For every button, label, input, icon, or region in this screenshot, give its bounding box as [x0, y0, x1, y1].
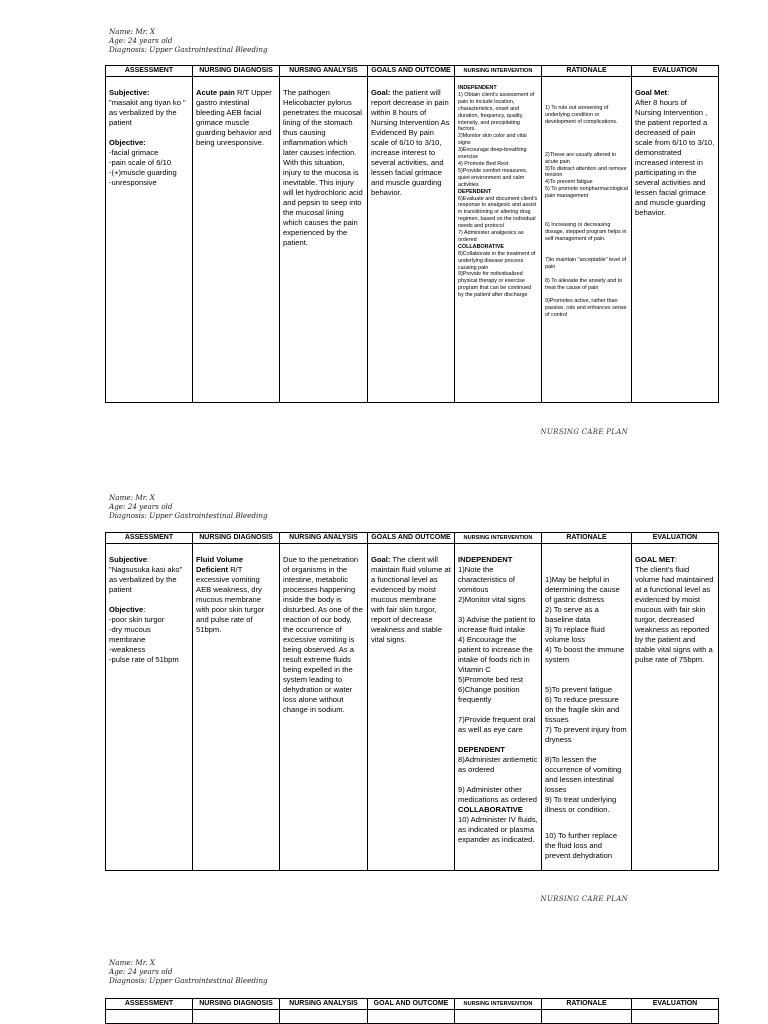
assessment-cell — [106, 77, 193, 403]
patient-name: Name: Mr. X — [109, 27, 156, 36]
patient-header-1 — [109, 27, 268, 54]
patient-name: Name: Mr. X — [109, 958, 156, 967]
analysis-cell — [280, 77, 368, 403]
col-nursing-analysis: NURSING ANALYSIS — [280, 66, 368, 77]
goal-cell — [368, 77, 455, 403]
col-evaluation: EVALUATION — [632, 66, 719, 77]
intervention-item: 7)Provide frequent oral as well as eye care — [458, 715, 536, 734]
col-goals-outcome: GOALS AND OUTCOME — [368, 66, 455, 77]
objective-label: Objective: — [109, 138, 146, 147]
rationale-item: 5)To prevent fatigue — [545, 685, 613, 694]
evaluation-label: GOAL MET — [635, 555, 675, 564]
dependent-label: DEPENDENT — [458, 745, 505, 754]
objective-item: -poor skin turgor — [109, 615, 165, 624]
patient-diagnosis: Diagnosis: Upper Gastrointestinal Bleeding — [109, 511, 268, 520]
goal-label: Goal: — [371, 555, 391, 564]
intervention-cell — [455, 77, 542, 403]
patient-diagnosis: Diagnosis: Upper Gastrointestinal Bleeding — [109, 976, 268, 985]
objective-item: -pulse rate of 51bpm — [109, 655, 179, 664]
col-assessment: ASSESSMENT — [106, 999, 193, 1010]
rationale-item: 10) To further replace the fluid loss and prevent dehydration — [545, 831, 618, 860]
intervention-item: 1)Note the characteristics of vomitous — [458, 565, 515, 594]
intervention-item: 8)Collaborate in the treatment of underlying disease process causing pain — [458, 250, 536, 271]
patient-name: Name: Mr. X — [109, 493, 156, 502]
goal-text: The client will maintain fluid volume at a functional level as evidenced by moist mucous membrane with fair skin turgor, report of decrease weakness and stable vital signs. — [371, 555, 451, 644]
rationale-item: 9) To treat underlying illness or condition. — [545, 795, 617, 814]
goal-cell — [368, 544, 455, 871]
evaluation-text: : The client's fluid volume had maintained at a functional level as evidenced by moist mucous with fair skin turgor, decreased weakness as reported by the patient and stable vital signs with a pulse rate of 75bpm. — [635, 555, 714, 664]
intervention-item: 4) Encourage the patient to increase the intake of foods rich in Vitamin C — [458, 635, 533, 674]
analysis-text: The pathogen Helicobacter pylorus penetrates the mucosal lining of the stomach thus causing inflammation which later causes infection. With this situation, injury to the mucosa is inevitable. This injury will let hydrochloric acid and pepsin to seep into the mucosal lining which causes the pain experienced by the patient. — [283, 88, 363, 247]
evaluation-text: : After 8 hours of Nursing Intervention , the patient reported a decreased of pain scale from 6/10 to 3/10, demonstrated increased interest in participating in the several activities and lessen facial grimace and muscle guarding behavior. — [635, 88, 715, 217]
col-evaluation: EVALUATION — [632, 533, 719, 544]
objective-item: -(+)muscle guarding — [109, 168, 177, 177]
evaluation-cell — [632, 544, 719, 871]
objective-item: -weakness — [109, 645, 146, 654]
col-goals-outcome: GOALS AND OUTCOME — [368, 533, 455, 544]
rationale-cell — [542, 77, 632, 403]
rationale-item: 3)To distract attention and remove tension — [545, 165, 627, 179]
col-nursing-intervention: NURSING INTERVENTION — [455, 66, 542, 77]
diagnosis-bold: Fluid Volume Deficient — [196, 555, 244, 574]
goal-text: the patient will report decrease in pain within 8 hours of Nursing Intervention As Evidenced By pain scale of 6/10 to 3/10, increase interest to several activities, and lessen facial grimace and muscle guarding behavior. — [371, 88, 450, 197]
rationale-item: 1)May be helpful in determining the cause of gastric distress — [545, 575, 620, 604]
objective-label: Objective — [109, 605, 144, 614]
objective-item: -facial grimace — [109, 148, 159, 157]
col-nursing-diagnosis: NURSING DIAGNOSIS — [193, 66, 280, 77]
subjective-text: "masakit ang tiyan ko " as verbalized by the patient — [109, 98, 186, 127]
rationale-cell — [542, 544, 632, 871]
rationale-item: 6) To reduce pressure on the fragile skin and tissues — [545, 695, 620, 724]
intervention-item: 3)Encourage deep-breathing exercise — [458, 147, 527, 161]
intervention-item: 9) Administer other medications as ordered — [458, 785, 537, 804]
care-plan-table-2 — [105, 532, 719, 871]
goal-label: Goal: — [371, 88, 391, 97]
table-row — [106, 1010, 719, 1024]
patient-header-2 — [109, 493, 268, 520]
table-row — [106, 77, 719, 403]
rationale-item: 8) To alleviate the anxiety and to treat the cause of pain — [545, 277, 623, 291]
patient-age: Age: 24 years old — [109, 967, 173, 976]
patient-age: Age: 24 years old — [109, 502, 173, 511]
rationale-item: 6) Increasing or decreasing dosage, stepped program helps in self management of pain. — [545, 222, 627, 242]
col-nursing-diagnosis: NURSING DIAGNOSIS — [193, 533, 280, 544]
col-evaluation: EVALUATION — [632, 999, 719, 1010]
intervention-item: 10) Administer IV fluids, as indicated or plasma expander as indicated. — [458, 815, 538, 844]
diagnosis-cell — [193, 544, 280, 871]
intervention-item: 2)Monitor vital signs — [458, 595, 526, 604]
intervention-item: 9)Provide for individualized physical therapy or exercise program that can be continued by the patient after discharge — [458, 271, 532, 299]
col-assessment: ASSESSMENT — [106, 533, 193, 544]
patient-age: Age: 24 years old — [109, 36, 173, 45]
collaborative-label: COLLABORATIVE — [458, 805, 523, 814]
col-rationale: RATIONALE — [542, 999, 632, 1010]
patient-header-3 — [109, 958, 268, 985]
col-rationale: RATIONALE — [542, 66, 632, 77]
col-nursing-analysis: NURSING ANALYSIS — [280, 533, 368, 544]
rationale-item: 3) To replace fluid volume loss — [545, 625, 605, 644]
rationale-item: 4)To prevent fatigue — [545, 179, 593, 186]
intervention-item: 5)Promote bed rest — [458, 675, 523, 684]
rationale-item: 7) To prevent injury from dryness — [545, 725, 627, 744]
rationale-item: 7)to maintain "acceptable" level of pain — [545, 256, 627, 270]
dependent-label: DEPENDENT — [458, 188, 492, 195]
rationale-item: 9)Promotes active, rather than passive, role and enhances sense of control — [545, 298, 627, 319]
intervention-item: 4) Promote Bed Rest — [458, 160, 509, 167]
objective-item: -pain scale of 6/10 — [109, 158, 172, 167]
intervention-item: 2)Monitor skin color and vital signs — [458, 133, 527, 147]
col-assessment: ASSESSMENT — [106, 66, 193, 77]
rationale-item: 2) To serve as a baseline data — [545, 605, 599, 624]
evaluation-label: Goal Met — [635, 88, 668, 97]
table-row — [106, 544, 719, 871]
independent-label: INDEPENDENT — [458, 85, 497, 91]
table-header-row — [106, 999, 719, 1010]
col-nursing-intervention: NURSING INTERVENTION — [455, 999, 542, 1010]
table-header-row — [106, 66, 719, 77]
rationale-item: 1) To rule out worsening of underlying condition or development of complications. — [545, 105, 618, 125]
diagnosis-bold: Acute pain — [196, 88, 235, 97]
rationale-item: 5) To promote nonpharmacological pain management — [545, 186, 628, 200]
col-nursing-diagnosis: NURSING DIAGNOSIS — [193, 999, 280, 1010]
intervention-item: 5)Provide comfort measures, quiet environment and calm activities — [458, 167, 528, 188]
col-nursing-analysis: NURSING ANALYSIS — [280, 999, 368, 1010]
collaborative-label: COLLABORATIVE — [458, 243, 505, 250]
col-nursing-intervention: NURSING INTERVENTION — [455, 533, 542, 544]
diagnosis-text: R/T excessive vomiting AEB weakness, dry mucous membrane with poor skin turgor and pulse rate of 51bpm. — [196, 565, 265, 634]
analysis-cell — [280, 544, 368, 871]
evaluation-cell — [632, 77, 719, 403]
intervention-item: 3) Advise the patient to increase fluid intake — [458, 615, 536, 634]
rationale-item: 8)To lessen the occurrence of vomiting and lessen intestinal losses — [545, 755, 622, 794]
assessment-cell: Subjective: "Nagsusuka kasi ako" as verbalized by the patient Objective: -poor skin turgor -dry mucous membrane -weakness -pulse rate of 51bpm — [106, 544, 193, 871]
intervention-cell — [455, 544, 542, 871]
objective-item: -unresponsive — [109, 178, 157, 187]
subjective-label: Subjective: — [109, 88, 150, 97]
objective-item: -dry mucous membrane — [109, 625, 151, 644]
rationale-item: 4) To boost the immune system — [545, 645, 625, 664]
diagnosis-cell — [193, 77, 280, 403]
rationale-item: 2)These are usually altered in acute pain — [545, 151, 617, 165]
table-header-row — [106, 533, 719, 544]
intervention-item: 7) Administer analgesics as ordered — [458, 230, 524, 243]
patient-diagnosis: Diagnosis: Upper Gastrointestinal Bleeding — [109, 45, 268, 54]
intervention-item: 6)Evaluate and document client's response to analgesic and assist in transitioning or altering drug regimen, based on the individual needs and protocol — [458, 195, 538, 230]
footer-title: NURSING CARE PLAN — [540, 895, 628, 903]
intervention-item: 6)Change position frequently — [458, 685, 520, 704]
diagnosis-text: R/T Upper gastro intestinal bleeding AEB facial grimace muscle guarding behavior and being unresponsive. — [196, 88, 272, 147]
subjective-label: Subjective — [109, 555, 147, 564]
independent-label: INDEPENDENT — [458, 555, 513, 564]
analysis-text: Due to the penetration of organisms in the intestine, metabolic processes happening inside the body is disturbed. As one of the reaction of our body, the occurrence of excessive vomiting is being observed. As a result extreme fluids being expelled in the system leading to dehydration or water loss alone without change in sodium. — [283, 555, 363, 714]
care-plan-table-3 — [105, 998, 719, 1024]
care-plan-table-1 — [105, 65, 719, 403]
col-goal-outcome: GOAL AND OUTCOME — [368, 999, 455, 1010]
footer-title: NURSING CARE PLAN — [540, 428, 628, 436]
col-rationale: RATIONALE — [542, 533, 632, 544]
subjective-text: "Nagsusuka kasi ako" as verbalized by the patient — [109, 565, 183, 594]
intervention-item: 8)Administer antiemetic as ordered — [458, 755, 538, 774]
intervention-item: 1) Obtain client's assessment of pain to include location, characteristics, onset and duration, frequency, quality, intensity, and precipitating factors. — [458, 91, 535, 133]
